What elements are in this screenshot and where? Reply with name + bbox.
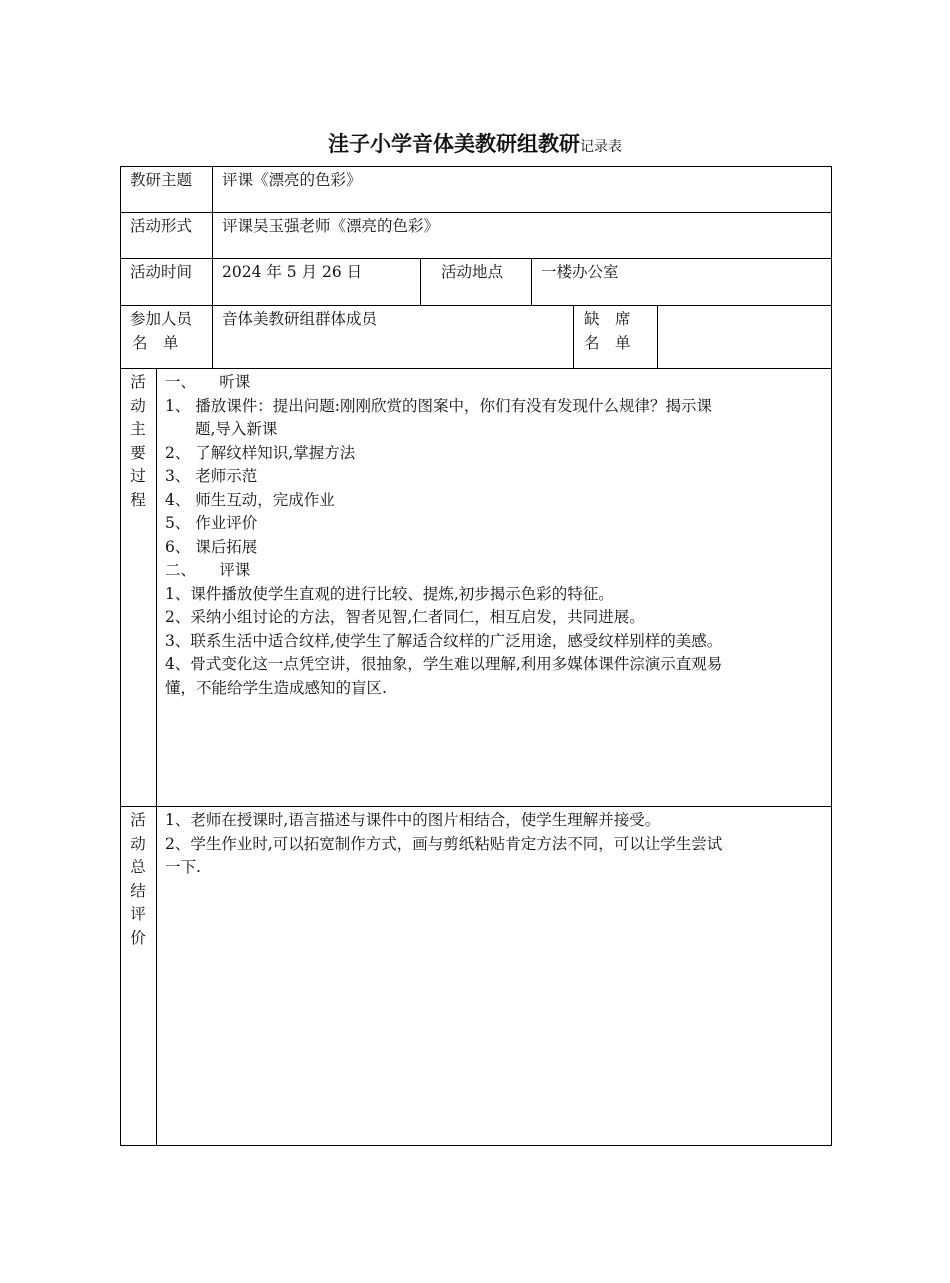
participants-label-line2: 名 单 — [132, 333, 179, 352]
process-line: 3、 老师示范 — [165, 467, 258, 485]
process-line: 2、 了解纹样知识,掌握方法 — [165, 443, 356, 462]
participants-value: 音体美教研组群体成员 — [222, 310, 378, 328]
column-divider — [657, 305, 658, 368]
column-divider — [212, 166, 213, 368]
process-content — [165, 371, 827, 700]
participants-label — [130, 308, 192, 355]
form-value: 评课吴玉强老师《漂亮的色彩》 — [222, 217, 440, 235]
summary-line: 2、学生作业时,可以拓宽制作方式，画与剪纸粘贴肯定方法不同，可以让学生尝试 — [165, 834, 723, 853]
process-label-char: 主 — [130, 420, 146, 438]
row-divider — [120, 806, 832, 807]
process-line: 1、课件播放使学生直观的进行比较、提炼,初步揭示色彩的特征。 — [165, 584, 614, 603]
row-divider — [120, 258, 832, 259]
column-divider — [156, 368, 157, 1146]
process-label-char: 活 — [130, 373, 146, 391]
summary-content — [165, 809, 827, 880]
process-line: 题,导入新课 — [195, 420, 278, 438]
place-value: 一楼办公室 — [541, 263, 619, 281]
summary-label-char: 价 — [130, 928, 146, 947]
process-line: 4、 师生互动，完成作业 — [165, 490, 335, 509]
participants-label-line1: 参加人员 — [130, 310, 193, 328]
process-line: 5、 作业评价 — [165, 514, 258, 532]
absent-label-line1: 缺 席 — [584, 310, 631, 328]
form-label: 活动形式 — [130, 217, 193, 235]
summary-label-char: 总 — [130, 858, 146, 876]
process-label — [128, 371, 148, 512]
column-divider — [531, 258, 532, 305]
process-label-char: 要 — [130, 443, 146, 462]
summary-label-char: 评 — [130, 905, 146, 923]
process-line: 二、 评课 — [165, 561, 251, 579]
topic-value: 评课《漂亮的色彩》 — [222, 171, 362, 189]
process-label-char: 过 — [130, 467, 146, 485]
place-label: 活动地点 — [441, 263, 504, 281]
summary-label — [128, 809, 148, 950]
absent-label — [584, 308, 631, 355]
row-divider — [120, 368, 832, 369]
time-value: 2024 年 5 月 26 日 — [222, 263, 363, 281]
column-divider — [573, 305, 574, 368]
column-divider — [420, 258, 421, 305]
process-line: 1、 播放课件：提出问题:刚刚欣赏的图案中，你们有没有发现什么规律？揭示课 — [165, 396, 713, 415]
summary-line: 一下. — [165, 858, 201, 876]
process-label-char: 动 — [130, 396, 146, 415]
process-line: 4、骨式变化这一点凭空讲，很抽象，学生难以理解,利用多媒体课件淙演示直观易 — [165, 655, 723, 673]
process-line: 懂，不能给学生造成感知的盲区. — [165, 678, 387, 697]
page-title — [0, 128, 950, 158]
title-suffix: 记录表 — [580, 139, 622, 155]
row-divider — [120, 212, 832, 213]
process-line: 一、 听课 — [165, 373, 251, 391]
row-divider — [120, 305, 832, 306]
absent-label-line2: 名 单 — [584, 333, 631, 352]
summary-label-char: 结 — [130, 881, 146, 900]
title-main: 洼子小学音体美教研组教研 — [328, 131, 580, 156]
summary-label-char: 动 — [130, 834, 146, 853]
summary-line: 1、老师在授课时,语言描述与课件中的图片相结合，使学生理解并接受。 — [165, 811, 661, 829]
process-line: 6、 课后拓展 — [165, 537, 258, 556]
process-label-char: 程 — [130, 490, 146, 509]
process-line: 3、联系生活中适合纹样,使学生了解适合纹样的广泛用途，感受纹样别样的美感。 — [165, 631, 723, 650]
topic-label: 教研主题 — [130, 171, 193, 189]
time-label: 活动时间 — [130, 263, 193, 281]
summary-label-char: 活 — [130, 811, 146, 829]
process-line: 2、采纳小组讨论的方法，智者见智,仁者同仁，相互启发，共同进展。 — [165, 608, 645, 626]
